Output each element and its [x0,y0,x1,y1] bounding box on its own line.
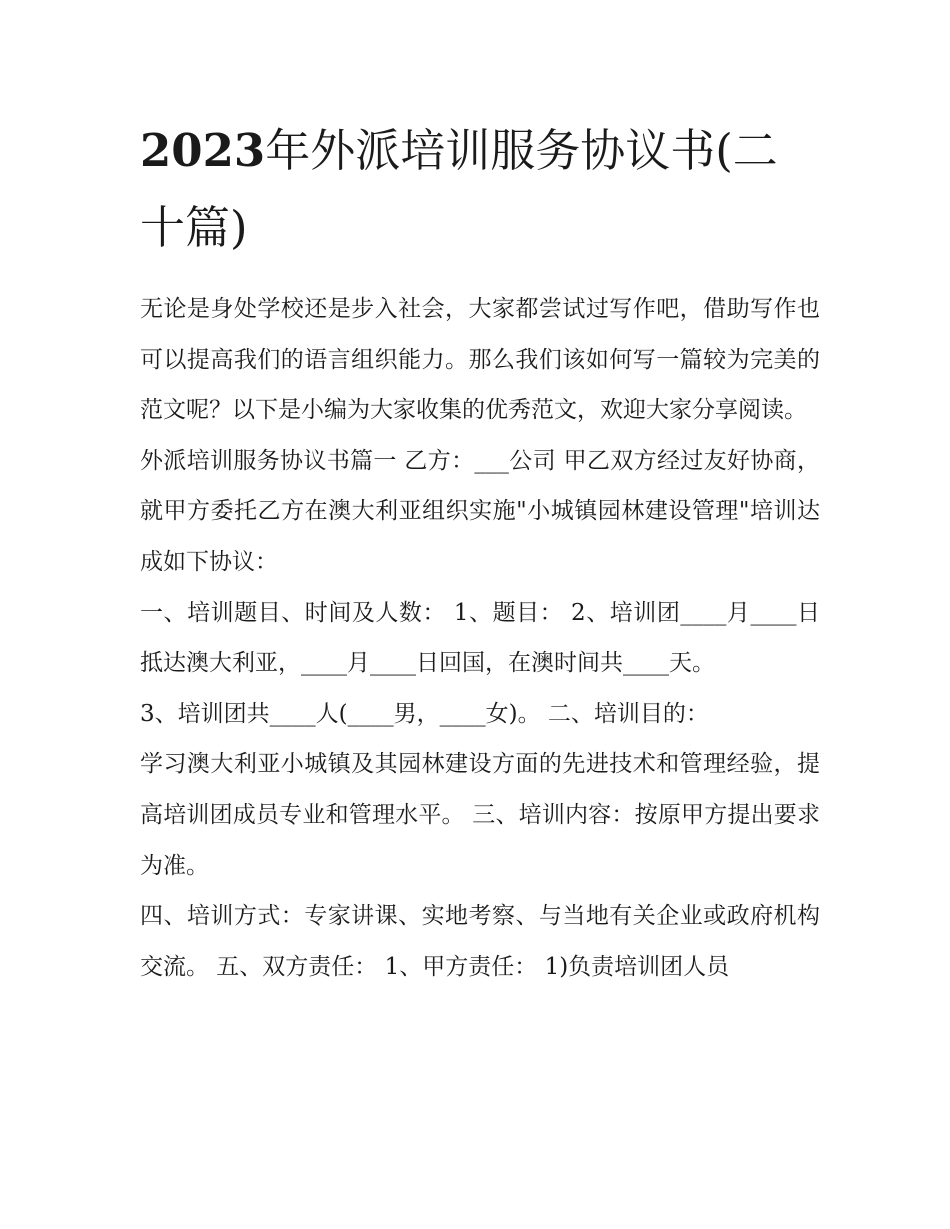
document-body [140,284,820,992]
paragraph-section-one: 一、培训题目、时间及人数： 1、题目： 2、培训团____月____日抵达澳大利亚，____月____日回国，在澳时间共____天。 [140,599,820,677]
title-year: 2023 [140,124,266,177]
title-text: 年外派培训服务协议书(二十篇) [140,124,778,254]
document-page [140,112,820,992]
paragraph-method: 四、培训方式：专家讲课、实地考察、与当地有关企业或政府机构交流。 五、双方责任： 1、甲方责任： 1)负责培训团人员 [140,903,820,980]
paragraph-purpose: 学习澳大利亚小城镇及其园林建设方面的先进技术和管理经验，提高培训团成员专业和管理水平。 三、培训内容：按原甲方提出要求为准。 [140,751,820,879]
document-title [140,112,820,266]
paragraph-agreement-opening: 外派培训服务协议书篇一 乙方：___公司 甲乙双方经过友好协商，就甲方委托乙方在澳大利亚组织实施"小城镇园林建设管理"培训达成如下协议： [140,447,820,575]
paragraph-section-two: 3、培训团共____人(____男，____女)。 二、培训目的： [140,700,709,727]
paragraph-intro: 无论是身处学校还是步入社会，大家都尝试过写作吧，借助写作也可以提高我们的语言组织能力。那么我们该如何写一篇较为完美的范文呢？以下是小编为大家收集的优秀范文，欢迎大家分享阅读。 [140,296,820,424]
